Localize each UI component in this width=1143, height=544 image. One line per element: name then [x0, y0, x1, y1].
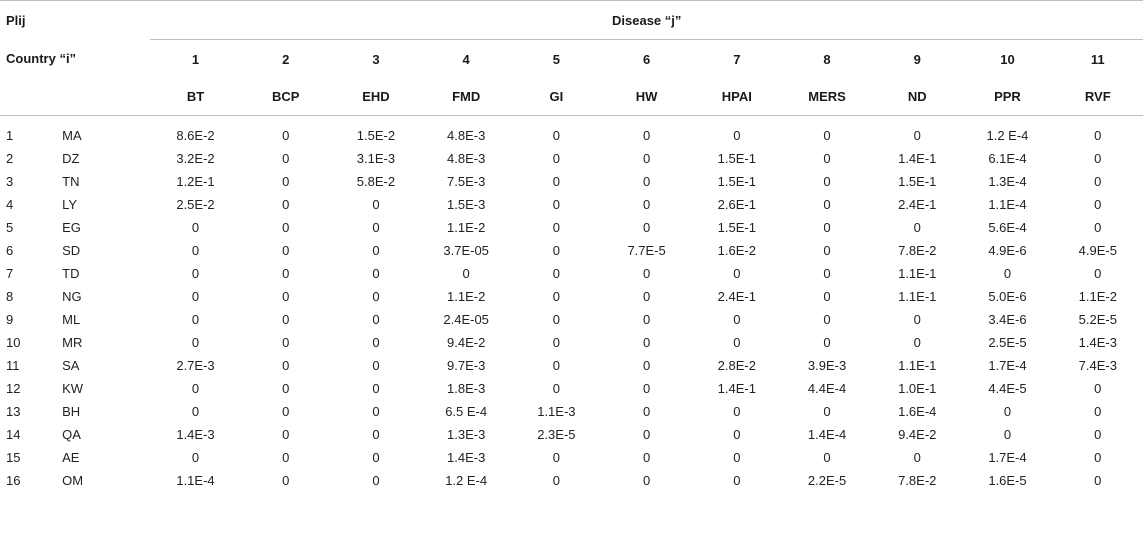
probability-cell: 3.4E-6: [988, 312, 1027, 327]
probability-cell: 2.4E-1: [717, 289, 756, 304]
probability-cell: 0: [372, 197, 380, 212]
probability-cell: 0: [823, 312, 831, 327]
probability-cell: 0: [642, 151, 651, 166]
probability-cell: 7.4E-3: [1078, 358, 1117, 373]
probability-cell: 0: [372, 358, 380, 373]
country-code: LY: [62, 197, 78, 212]
country-code: TN: [62, 174, 80, 189]
probability-cell: 0: [282, 197, 290, 212]
probability-cell: 0: [191, 243, 200, 258]
probability-cell: 0: [552, 473, 560, 488]
probability-cell: 2.4E-1: [898, 197, 937, 212]
probability-cell: 9.7E-3: [447, 358, 486, 373]
probability-cell: 0: [282, 335, 290, 350]
probability-cell: 0: [1094, 404, 1102, 419]
disease-code: HW: [601, 78, 691, 116]
disease-code: PPR: [962, 78, 1052, 116]
probability-cell: 7.7E-5: [627, 243, 666, 258]
probability-cell: 1.1E-2: [447, 220, 486, 235]
probability-cell: 0: [552, 266, 560, 281]
country-code: BH: [62, 404, 81, 419]
probability-cell: 0: [823, 335, 831, 350]
country-code: DZ: [62, 151, 80, 166]
probability-cell: 1.3E-4: [988, 174, 1027, 189]
disease-code: BCP: [241, 78, 331, 116]
probability-cell: 1.3E-3: [447, 427, 486, 442]
probability-cell: 4.4E-4: [807, 381, 847, 396]
probability-cell: 1.0E-1: [898, 381, 937, 396]
probability-cell: 1.7E-4: [988, 450, 1027, 465]
probability-cell: 0: [372, 473, 380, 488]
disease-number: 7: [733, 51, 741, 67]
table-row: [0, 308, 1143, 331]
row-number: 4: [6, 197, 14, 212]
probability-cell: 0: [1094, 128, 1102, 143]
probability-cell: 0: [372, 243, 380, 258]
disease-number: 10: [1000, 51, 1015, 67]
row-number: 3: [6, 174, 14, 189]
row-number: 5: [6, 220, 14, 235]
probability-cell: 0: [191, 404, 200, 419]
probability-cell: 0: [282, 243, 290, 258]
table-row: [0, 193, 1143, 216]
probability-cell: 8.6E-2: [176, 128, 215, 143]
probability-cell: 0: [282, 404, 290, 419]
probability-cell: 0: [552, 358, 560, 373]
probability-cell: 0: [823, 128, 831, 143]
probability-cell: 4.4E-5: [988, 381, 1027, 396]
row-number: 9: [6, 312, 14, 327]
probability-cell: 1.4E-3: [447, 450, 486, 465]
probability-cell: 2.3E-5: [537, 427, 576, 442]
probability-cell: 7.5E-3: [447, 174, 486, 189]
probability-cell: 7.8E-2: [898, 243, 937, 258]
probability-cell: 0: [1003, 427, 1012, 442]
probability-cell: 5.6E-4: [988, 220, 1027, 235]
probability-cell: 1.1E-2: [447, 289, 486, 304]
country-code: AE: [62, 450, 80, 465]
table-row: [0, 423, 1143, 446]
disease-number: 2: [282, 51, 290, 67]
probability-cell: 0: [733, 427, 741, 442]
table-row: [0, 147, 1143, 170]
probability-cell: 1.1E-2: [1078, 289, 1117, 304]
probability-cell: 0: [642, 128, 651, 143]
probability-cell: 0: [823, 174, 831, 189]
probability-cell: 0: [1003, 266, 1012, 281]
probability-cell: 2.5E-5: [988, 335, 1027, 350]
probability-cell: 0: [913, 335, 921, 350]
probability-cell: 7.8E-2: [898, 473, 937, 488]
table-row: [0, 400, 1143, 423]
country-code: NG: [62, 289, 82, 304]
probability-cell: 1.2 E-4: [445, 473, 488, 488]
probability-cell: 2.7E-3: [176, 358, 215, 373]
probability-cell: 1.5E-3: [447, 197, 486, 212]
row-number: 2: [6, 151, 14, 166]
probability-cell: 0: [642, 473, 651, 488]
probability-cell: 0: [552, 174, 560, 189]
probability-cell: 5.0E-6: [988, 289, 1027, 304]
disease-code: ND: [872, 78, 962, 116]
probability-cell: 0: [372, 335, 380, 350]
probability-cell: 0: [1094, 381, 1102, 396]
disease-code: MERS: [782, 78, 872, 116]
probability-cell: 1.4E-3: [176, 427, 215, 442]
probability-cell: 0: [1094, 151, 1102, 166]
probability-cell: 0: [282, 266, 290, 281]
probability-cell: 0: [552, 381, 560, 396]
disease-code: EHD: [331, 78, 421, 116]
probability-cell: 1.2 E-4: [986, 128, 1029, 143]
probability-cell: 0: [642, 174, 651, 189]
probability-cell: 0: [823, 450, 831, 465]
probability-cell: 0: [733, 473, 741, 488]
table-row: [0, 285, 1143, 308]
probability-cell: 0: [282, 174, 290, 189]
probability-cell: 0: [642, 358, 651, 373]
probability-cell: 0: [733, 128, 741, 143]
probability-cell: 1.5E-1: [898, 174, 937, 189]
disease-number: 11: [1090, 51, 1105, 67]
probability-cell: 0: [462, 266, 470, 281]
probability-cell: 1.5E-2: [356, 128, 396, 143]
probability-cell: 0: [372, 220, 380, 235]
probability-cell: 0: [642, 450, 651, 465]
probability-cell: 0: [642, 335, 651, 350]
probability-cell: 0: [1003, 404, 1012, 419]
probability-cell: 0: [823, 243, 831, 258]
probability-cell: 0: [372, 427, 380, 442]
probability-cell: 0: [552, 312, 560, 327]
plij-header: Plij: [0, 1, 150, 40]
probability-cell: 0: [913, 220, 921, 235]
spacer-row: [0, 116, 1143, 125]
country-code: TD: [62, 266, 80, 281]
probability-cell: 0: [913, 312, 921, 327]
disease-number: 6: [642, 51, 651, 67]
probability-cell: 0: [552, 450, 560, 465]
country-code: QA: [62, 427, 81, 442]
probability-cell: 0: [552, 197, 560, 212]
probability-cell: 1.1E-1: [898, 358, 937, 373]
probability-cell: 4.8E-3: [447, 151, 486, 166]
table-row: [0, 469, 1143, 492]
probability-cell: 1.8E-3: [447, 381, 486, 396]
probability-cell: 2.8E-2: [717, 358, 756, 373]
probability-cell: 0: [642, 381, 651, 396]
disease-number: 4: [462, 51, 470, 67]
probability-cell: 0: [733, 404, 741, 419]
probability-cell: 0: [552, 151, 560, 166]
probability-cell: 2.6E-1: [717, 197, 756, 212]
table-body: [0, 116, 1143, 493]
probability-cell: 2.5E-2: [176, 197, 215, 212]
probability-cell: 1.5E-1: [717, 174, 756, 189]
probability-cell: 0: [282, 358, 290, 373]
disease-number: 1: [191, 51, 200, 67]
probability-cell: 0: [191, 381, 200, 396]
probability-cell: 0: [913, 128, 921, 143]
disease-code: GI: [511, 78, 601, 116]
disease-number: 3: [372, 51, 380, 67]
probability-cell: 3.9E-3: [807, 358, 847, 373]
probability-cell: 2.2E-5: [807, 473, 847, 488]
probability-cell: 0: [191, 450, 200, 465]
probability-cell: 0: [282, 450, 290, 465]
probability-cell: 6.1E-4: [988, 151, 1027, 166]
probability-cell: 0: [282, 312, 290, 327]
probability-cell: 0: [642, 220, 651, 235]
probability-cell: 0: [372, 450, 380, 465]
probability-cell: 1.4E-4: [807, 427, 847, 442]
probability-cell: 0: [282, 427, 290, 442]
probability-cell: 0: [733, 266, 741, 281]
probability-cell: 0: [642, 312, 651, 327]
probability-cell: 4.9E-5: [1078, 243, 1117, 258]
country-code: KW: [62, 381, 84, 396]
disease-number: 8: [823, 51, 831, 67]
probability-cell: 0: [372, 404, 380, 419]
probability-cell: 1.4E-1: [898, 151, 937, 166]
probability-cell: 0: [642, 404, 651, 419]
probability-cell: 0: [642, 427, 651, 442]
probability-cell: 0: [733, 450, 741, 465]
country-code: MA: [62, 128, 82, 143]
disease-code: HPAI: [692, 78, 782, 116]
probability-cell: 1.5E-1: [717, 151, 756, 166]
probability-cell: 0: [1094, 473, 1102, 488]
disease-code: RVF: [1053, 78, 1143, 116]
probability-cell: 1.7E-4: [988, 358, 1027, 373]
probability-cell: 1.1E-1: [898, 266, 937, 281]
probability-cell: 0: [372, 266, 380, 281]
row-number: 16: [6, 473, 21, 488]
probability-cell: 4.9E-6: [988, 243, 1027, 258]
probability-cell: 0: [191, 289, 200, 304]
disease-code: BT: [150, 78, 240, 116]
table-row: [0, 377, 1143, 400]
probability-cell: 4.8E-3: [447, 128, 486, 143]
probability-cell: 6.5 E-4: [445, 404, 488, 419]
probability-cell: 9.4E-2: [898, 427, 937, 442]
probability-cell: 1.2E-1: [176, 174, 215, 189]
probability-cell: 0: [1094, 427, 1102, 442]
probability-cell: 2.4E-05: [443, 312, 489, 327]
row-number: 10: [6, 335, 21, 350]
country-code: SD: [62, 243, 81, 258]
probability-cell: 0: [372, 381, 380, 396]
row-number: 6: [6, 243, 14, 258]
probability-cell: 9.4E-2: [447, 335, 486, 350]
table-row: [0, 446, 1143, 469]
probability-cell: 0: [642, 266, 651, 281]
country-code: MR: [62, 335, 83, 350]
blank-header-cell: [0, 78, 150, 116]
country-code: EG: [62, 220, 81, 235]
probability-cell: 0: [282, 473, 290, 488]
row-number: 11: [6, 358, 20, 373]
probability-cell: 3.7E-05: [443, 243, 489, 258]
row-number: 14: [6, 427, 21, 442]
probability-cell: 0: [282, 381, 290, 396]
probability-cell: 0: [823, 404, 831, 419]
probability-cell: 0: [282, 128, 290, 143]
probability-cell: 0: [1094, 197, 1102, 212]
row-number: 15: [6, 450, 21, 465]
probability-cell: 0: [552, 335, 560, 350]
country-heading: Country “i”: [6, 51, 77, 67]
probability-cell: 0: [191, 312, 200, 327]
row-number: 7: [6, 266, 14, 281]
probability-cell: 0: [642, 197, 651, 212]
probability-cell: 1.6E-5: [988, 473, 1027, 488]
probability-cell: 0: [191, 335, 200, 350]
probability-cell: 0: [1094, 174, 1102, 189]
country-code: ML: [62, 312, 81, 327]
probability-cell: 0: [1094, 450, 1102, 465]
probability-cell: 0: [191, 266, 200, 281]
table-row: [0, 239, 1143, 262]
probability-cell: 0: [642, 289, 651, 304]
probability-cell: 0: [282, 289, 290, 304]
probability-cell: 1.6E-4: [898, 404, 937, 419]
probability-cell: 0: [823, 151, 831, 166]
disease-number: 9: [913, 51, 921, 67]
row-number: 12: [6, 381, 21, 396]
table-row: [0, 124, 1143, 147]
probability-cell: 0: [191, 220, 200, 235]
table-row: [0, 262, 1143, 285]
probability-cell: 0: [552, 220, 560, 235]
probability-cell: 1.4E-3: [1078, 335, 1117, 350]
probability-cell: 0: [1094, 266, 1102, 281]
probability-cell: 0: [823, 289, 831, 304]
probability-cell: 0: [372, 312, 380, 327]
table-row: [0, 331, 1143, 354]
probability-cell: 0: [552, 289, 560, 304]
probability-cell: 0: [733, 312, 741, 327]
probability-cell: 0: [282, 151, 290, 166]
probability-cell: 1.1E-3: [537, 404, 576, 419]
probability-cell: 0: [823, 220, 831, 235]
probability-cell: 1.6E-2: [717, 243, 756, 258]
probability-cell: 0: [733, 335, 741, 350]
probability-cell: 0: [552, 243, 560, 258]
probability-cell: 5.2E-5: [1078, 312, 1117, 327]
row-number: 13: [6, 404, 21, 419]
table-row: [0, 170, 1143, 193]
country-code: SA: [62, 358, 80, 373]
probability-cell: 1.4E-1: [717, 381, 756, 396]
country-code: OM: [62, 473, 84, 488]
disease-number: 5: [552, 51, 560, 67]
probability-cell: 0: [913, 450, 921, 465]
disease-code: FMD: [421, 78, 511, 116]
probability-cell: 0: [823, 266, 831, 281]
probability-cell: 0: [282, 220, 290, 235]
probability-cell: 1.5E-1: [717, 220, 756, 235]
row-number: 8: [6, 289, 14, 304]
probability-cell: 1.1E-4: [988, 197, 1027, 212]
row-number: 1: [6, 128, 14, 143]
probability-cell: 1.1E-1: [898, 289, 937, 304]
probability-cell: 5.8E-2: [356, 174, 396, 189]
table-row: [0, 216, 1143, 239]
probability-cell: 0: [823, 197, 831, 212]
table-row: [0, 354, 1143, 377]
probability-cell: 0: [552, 128, 560, 143]
probability-cell: 3.2E-2: [176, 151, 215, 166]
probability-cell: 3.1E-3: [356, 151, 396, 166]
disease-heading: Disease “j”: [150, 1, 1143, 40]
probability-cell: 0: [372, 289, 380, 304]
probability-cell: 1.1E-4: [176, 473, 215, 488]
probability-cell: 0: [1094, 220, 1102, 235]
